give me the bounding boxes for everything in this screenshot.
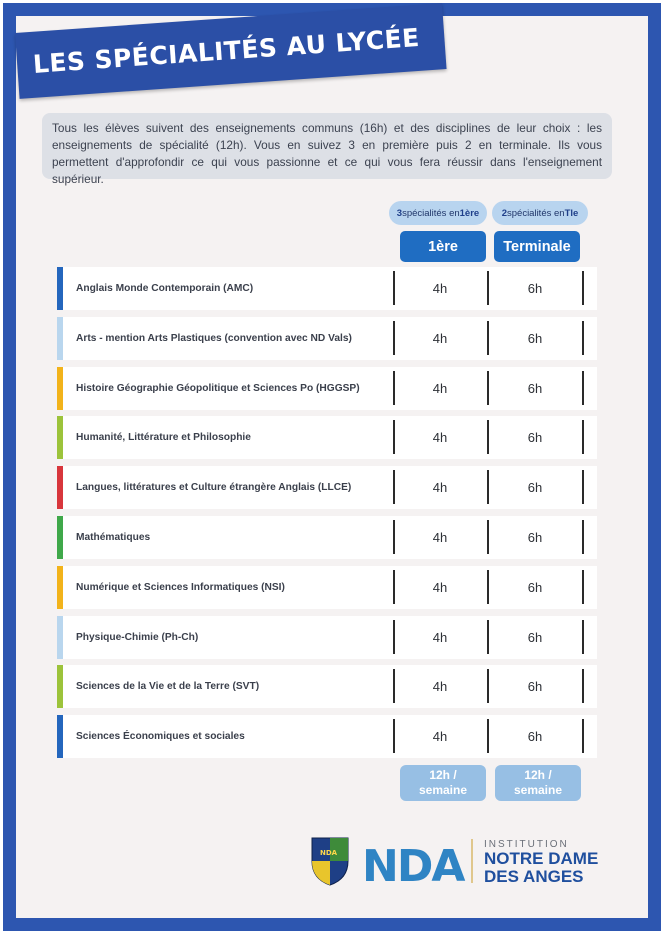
color-marker	[57, 616, 63, 659]
table-row	[57, 616, 597, 659]
premiere-count: 3	[396, 207, 403, 219]
column-separator	[582, 271, 584, 305]
terminale-count: 2	[501, 207, 507, 219]
hours-premiere: 4h	[432, 579, 448, 595]
column-separator	[582, 570, 584, 604]
crest-icon	[312, 838, 348, 885]
page-title: LES SPÉCIALITÉS AU LYCÉE	[32, 22, 421, 79]
hours-terminale: 6h	[527, 729, 543, 745]
color-marker	[57, 516, 63, 559]
hours-premiere: 4h	[432, 729, 448, 745]
specialite-name: Physique-Chimie (Ph-Ch)	[76, 631, 199, 643]
hours-terminale: 6h	[527, 679, 543, 695]
table-row	[57, 665, 597, 708]
institution-name-line1: NOTRE DAME	[484, 849, 599, 868]
hours-terminale: 6h	[527, 480, 543, 496]
table-row	[57, 715, 597, 758]
column-separator	[582, 371, 584, 405]
total-premiere-unit: semaine	[418, 783, 468, 797]
table-row	[57, 566, 597, 609]
institution-logos	[310, 833, 630, 887]
table-row	[57, 516, 597, 559]
column-separator	[582, 719, 584, 753]
table-row	[57, 466, 597, 509]
specialite-name: Numérique et Sciences Informatiques (NSI)	[76, 581, 285, 593]
color-marker	[57, 715, 63, 758]
specialite-name: Humanité, Littérature et Philosophie	[76, 432, 251, 444]
hours-terminale: 6h	[527, 530, 543, 545]
column-separator	[582, 669, 584, 703]
color-marker	[57, 267, 63, 310]
total-terminale-unit: semaine	[513, 783, 563, 797]
terminale-pill-text: spécialités en	[507, 207, 565, 219]
table-row	[57, 317, 597, 360]
column-separator	[582, 520, 584, 554]
total-terminale	[495, 765, 581, 801]
column-separator	[582, 620, 584, 654]
table-row	[57, 367, 597, 410]
hours-premiere: 4h	[432, 480, 448, 496]
hours-premiere: 4h	[432, 281, 448, 296]
color-marker	[57, 416, 63, 459]
color-marker	[57, 367, 63, 410]
specialite-name: Arts - mention Arts Plastiques (convention avec ND Vals)	[76, 332, 352, 344]
nda-wordmark: NDA	[362, 841, 464, 887]
column-separator	[582, 420, 584, 454]
hours-terminale: 6h	[527, 281, 543, 296]
crest-letters: NDA	[320, 849, 338, 857]
color-marker	[57, 317, 63, 360]
institution-label: INSTITUTION	[484, 839, 569, 850]
color-marker	[57, 466, 63, 509]
hours-terminale: 6h	[527, 330, 543, 346]
column-header-terminale: Terminale	[494, 231, 580, 262]
hours-premiere: 4h	[432, 530, 448, 545]
column-separator	[582, 321, 584, 355]
hours-premiere: 4h	[432, 380, 448, 396]
specialite-name: Sciences de la Vie et de la Terre (SVT)	[76, 681, 260, 693]
hours-premiere: 4h	[432, 430, 448, 446]
terminale-pill-level: Tle	[564, 207, 579, 219]
total-premiere	[400, 765, 486, 801]
hours-terminale: 6h	[527, 430, 543, 446]
premiere-pill-text: spécialités en	[402, 207, 460, 219]
hours-terminale: 6h	[527, 380, 543, 396]
hours-terminale: 6h	[527, 629, 543, 645]
intro-text: Tous les élèves suivent des enseignements communs (16h) et des disciplines de leur choix : les enseignements de spécialité (12h). Vous en suivez 3 en première puis 2 en terminale. Ils vous permettent d'approfondir ce qui vous passionne et ce qui vous fera réussir dans l'enseignement supérieur.	[42, 113, 612, 179]
hours-premiere: 4h	[432, 330, 448, 346]
column-header-premiere: 1ère	[400, 231, 486, 262]
hours-premiere: 4h	[432, 629, 448, 645]
column-separator	[582, 470, 584, 504]
total-terminale-hours: 12h /	[524, 768, 552, 782]
specialite-name: Histoire Géographie Géopolitique et Sciences Po (HGGSP)	[76, 382, 360, 394]
total-premiere-hours: 12h /	[429, 768, 457, 782]
specialite-name: Anglais Monde Contemporain (AMC)	[76, 283, 254, 294]
specialite-name: Mathématiques	[76, 532, 151, 543]
color-marker	[57, 665, 63, 708]
premiere-count-pill	[389, 201, 487, 225]
table-row	[57, 267, 597, 310]
terminale-count-pill	[492, 201, 588, 225]
hours-premiere: 4h	[432, 679, 448, 695]
color-marker	[57, 566, 63, 609]
table-row	[57, 416, 597, 459]
specialite-name: Langues, littératures et Culture étrangère Anglais (LLCE)	[76, 482, 352, 494]
specialite-name: Sciences Économiques et sociales	[76, 731, 245, 743]
premiere-pill-level: 1ère	[459, 207, 480, 219]
institution-name-line2: DES ANGES	[484, 867, 584, 886]
hours-terminale: 6h	[527, 579, 543, 595]
